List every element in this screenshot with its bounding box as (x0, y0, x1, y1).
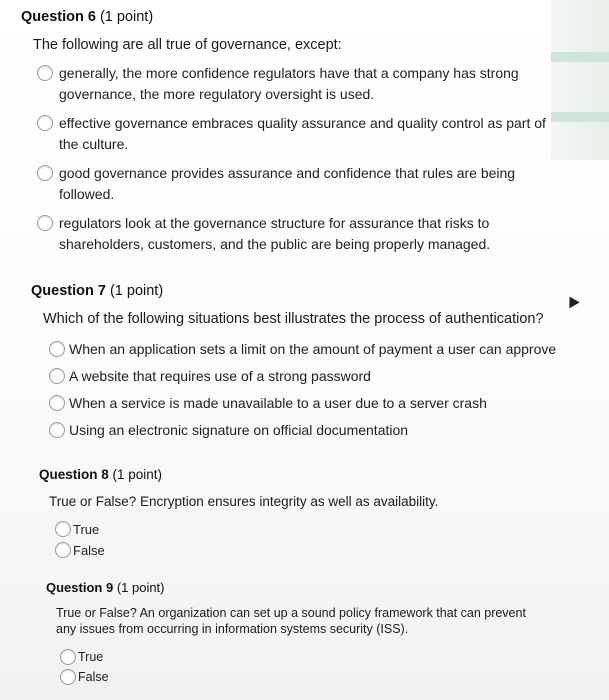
answer-option[interactable] (37, 113, 561, 159)
option-label: When a service is made unavailable to a user due to a server crash (69, 395, 487, 411)
radio-button[interactable] (37, 215, 53, 231)
question-text: True or False? Encryption ensures integrity as well as availability. (49, 494, 439, 509)
option-label: good governance provides assurance and confidence that rules are being followed. (59, 165, 516, 202)
question-number: Question 6 (21, 9, 96, 25)
question-title (21, 9, 561, 25)
option-label: When an application sets a limit on the amount of payment a user can approve (69, 341, 557, 357)
option-label: False (78, 670, 109, 684)
radio-button[interactable] (49, 368, 65, 384)
option-label: Using an electronic signature on official documentation (69, 422, 409, 438)
question-text: True or False? An organization can set up a sound policy framework that can prevent any issues from occurring in information systems security (ISS). (56, 606, 526, 636)
option-label: True (78, 650, 104, 664)
question-title (31, 283, 551, 299)
question-6 (21, 9, 561, 259)
question-title (39, 467, 539, 482)
option-label: A website that requires use of a strong password (69, 368, 371, 384)
radio-button[interactable] (37, 65, 53, 81)
answer-option[interactable] (37, 213, 561, 259)
question-text: Which of the following situations best illustrates the process of authentication? (43, 311, 544, 327)
question-points: (1 point) (116, 580, 165, 595)
option-label: False (73, 543, 105, 558)
question-number: Question 9 (46, 580, 114, 595)
answer-option[interactable] (49, 420, 551, 444)
radio-button[interactable] (37, 115, 53, 131)
option-label: True (73, 522, 100, 537)
answer-option[interactable] (49, 393, 551, 417)
question-points: (1 point) (109, 283, 164, 299)
radio-button[interactable] (49, 395, 65, 411)
radio-button[interactable] (55, 521, 71, 537)
radio-button[interactable] (60, 669, 76, 685)
question-text: The following are all true of governance, except: (33, 37, 342, 53)
question-title (46, 580, 536, 595)
radio-button[interactable] (55, 542, 71, 558)
answer-option[interactable] (60, 647, 536, 667)
radio-button[interactable] (49, 341, 65, 357)
answer-option[interactable] (55, 519, 539, 540)
option-label: regulators look at the governance structure for assurance that risks to shareholders, customers, and the public are being properly managed. (59, 215, 491, 252)
question-number: Question 8 (39, 467, 109, 482)
answer-option[interactable] (60, 667, 536, 687)
question-8 (39, 467, 539, 561)
question-points: (1 point) (99, 9, 154, 25)
question-number: Question 7 (31, 283, 106, 299)
answer-option[interactable] (49, 366, 551, 390)
radio-button[interactable] (60, 649, 76, 665)
answer-option[interactable] (55, 540, 539, 561)
question-7 (31, 283, 557, 444)
question-9 (46, 580, 536, 687)
question-points: (1 point) (112, 467, 163, 482)
option-label: effective governance embraces quality assurance and quality control as part of the culture. (59, 115, 546, 152)
radio-button[interactable] (37, 165, 53, 181)
answer-option[interactable] (37, 63, 561, 109)
answer-option[interactable] (49, 339, 557, 363)
option-label: generally, the more confidence regulators have that a company has strong governance, the more regulatory oversight is used. (59, 65, 519, 102)
answer-option[interactable] (37, 163, 561, 209)
radio-button[interactable] (49, 422, 65, 438)
mouse-pointer-icon (564, 294, 579, 309)
